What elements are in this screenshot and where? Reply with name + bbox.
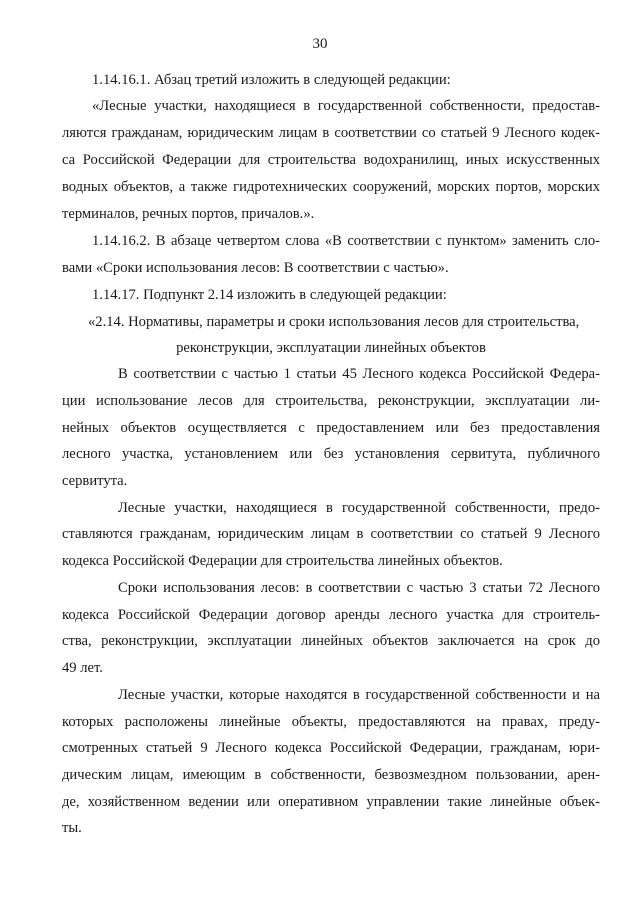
text-line: В соответствии с частью 1 статьи 45 Лесного кодекса Российской Федера- bbox=[118, 366, 600, 382]
text-line: ства, реконструкции, эксплуатации линейных объектов заключается на срок до bbox=[62, 633, 600, 649]
text-line: 1.14.16.2. В абзаце четвертом слова «В соответствии с пунктом» заменить сло- bbox=[92, 233, 600, 249]
text-line: ты. bbox=[62, 820, 82, 836]
text-line: Лесные участки, находящиеся в государственной собственности, предо- bbox=[118, 500, 600, 516]
text-line: ставляются гражданам, юридическим лицам в соответствии со статьей 9 Лесного bbox=[62, 526, 600, 542]
text-line: де, хозяйственном ведении или оперативном управлении такие линейные объек- bbox=[62, 794, 600, 810]
text-line: кодекса Российской Федерации договор аренды лесного участка для строитель- bbox=[62, 607, 600, 623]
text-line: Сроки использования лесов: в соответствии с частью 3 статьи 72 Лесного bbox=[118, 580, 600, 596]
text-line: терминалов, речных портов, причалов.». bbox=[62, 206, 315, 222]
text-line: вами «Сроки использования лесов: В соответствии с частью». bbox=[62, 260, 449, 276]
text-line: Лесные участки, которые находятся в государственной собственности и на bbox=[118, 687, 600, 703]
text-line: са Российской Федерации для строительства водохранилищ, иных искусственных bbox=[62, 152, 600, 168]
section-heading: реконструкции, эксплуатации линейных объектов bbox=[176, 340, 486, 356]
text-line: нейных объектов осуществляется с предоставлением или без предоставления bbox=[62, 420, 600, 436]
section-heading: «2.14. Нормативы, параметры и сроки использования лесов для строительства, bbox=[88, 314, 580, 330]
text-line: ляются гражданам, юридическим лицам в соответствии со статьей 9 Лесного кодек- bbox=[62, 125, 600, 141]
text-line: 1.14.17. Подпункт 2.14 изложить в следующей редакции: bbox=[92, 287, 447, 303]
text-line: сервитута. bbox=[62, 473, 128, 489]
page-number: 30 bbox=[312, 36, 328, 52]
text-line: которых расположены линейные объекты, предоставляются на правах, преду- bbox=[62, 714, 600, 730]
text-line: 1.14.16.1. Абзац третий изложить в следующей редакции: bbox=[92, 72, 451, 88]
text-line: кодекса Российской Федерации для строительства линейных объектов. bbox=[62, 553, 503, 569]
text-line: 49 лет. bbox=[62, 660, 103, 676]
text-line: дическим лицам, имеющим в собственности, безвозмездном пользовании, арен- bbox=[62, 767, 600, 783]
text-line: ции использование лесов для строительства, реконструкции, эксплуатации ли- bbox=[62, 393, 600, 409]
text-line: смотренных статьей 9 Лесного кодекса Российской Федерации, гражданам, юри- bbox=[62, 740, 600, 756]
text-line: «Лесные участки, находящиеся в государственной собственности, предостав- bbox=[92, 98, 600, 114]
text-line: лесного участка, установлением или без установления сервитута, публичного bbox=[62, 446, 600, 462]
text-line: водных объектов, а также гидротехнических сооружений, морских портов, морских bbox=[62, 179, 600, 195]
